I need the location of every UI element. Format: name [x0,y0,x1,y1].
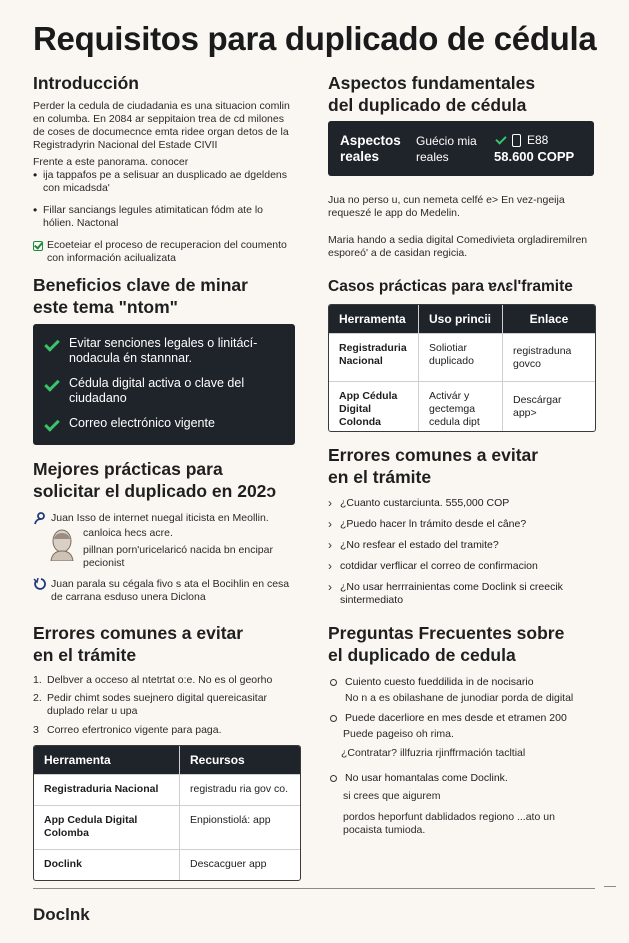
table-row: App Cedula Digital Colomba Enpionstiolá: app [34,805,300,849]
cases-heading: Casos prácticas para ɐʌɛl'framite [328,278,573,295]
benefits-heading: Beneficios clave de minar este tema "ntom" [33,275,248,317]
circle-bullet-icon [330,715,337,722]
errors-left-heading: Errores comunes a evitar en el trámite [33,623,244,665]
intro-heading: Introducción [33,73,139,93]
practices-section [33,458,295,604]
chevron-right-icon: › [328,496,332,510]
table-row: Doclink Descacguer app [34,849,300,880]
resource-link[interactable]: registradu ria gov co. [179,775,300,805]
table-row: App Cédula Digital Colonda Activár y gectemga cedula dipt Descárgar app> [329,381,595,431]
chevron-right-icon: › [328,559,332,573]
faq-link[interactable]: › cotdidar verflicar el correo de confirmacion [328,559,538,573]
table-row: Registraduria Nacional Soliotiar duplicado registraduna govco [329,333,595,381]
errors-right-heading: Errores comunes a evitar en el trámite [328,445,539,487]
practice-item: Juan Isso de internet nuegal iticista en Meollin. [33,512,295,525]
benefit-item: Evitar senciones legales o linitácí- nodacula én stannnar. [33,336,295,366]
person-icon [33,512,47,525]
aspects-para: Maria hando a sedia digital Comedivieta orgladiremilren esporeó' a de casidan regicia. [328,234,588,259]
case-link[interactable]: registraduna govco [502,334,595,381]
cases-section [328,276,596,428]
faq-item[interactable]: No usar homantalas come Doclink. [328,772,596,785]
page-title: Requisitos para duplicado de cédula [33,20,597,57]
aspects-section [328,72,596,259]
aspects-para: Jua no perso u, cun nemeta celfé e> En vez-ngeija requeszé le app do Medelin. [328,194,565,219]
check-icon [44,416,60,432]
faq-link[interactable]: › ¿Puedo hacer ln trámito desde el câne? [328,517,527,531]
benefits-box [33,324,295,445]
phone-icon [512,134,521,147]
cases-table [328,304,596,432]
benefits-section [33,274,295,430]
avatar [47,527,77,561]
footer-brand: Doclnk [33,905,90,924]
table-header: Herramenta Recursos [34,746,300,774]
chevron-right-icon: › [328,538,332,552]
case-link[interactable]: Descárgar app> [502,382,595,431]
bullet-icon: • [33,203,38,217]
resources-table [33,745,301,881]
errors-right-section [328,444,596,607]
intro-bullet: • ija tappafos pe a selisuar an dusplicado ae dgeldens con micadsda' [33,168,288,194]
check-icon [44,336,60,352]
faq-section: Preguntas Frecuentes sobre el duplicado de cedula Cuiento cuesto fueddilida in de nocisario No n a es obilashane de junodiar porda de digital Puede dacerliore en mes desde et etramen 200 Puede pageiso oh rima. ¿Contratar? illfuzria rjinffrmación tacltial No usar homantalas come Doclink. si crees que aigurem pordos heporfunt dablidados regiono ...ato un pocaista tumioda. [328,622,596,837]
faq-link[interactable]: › ¿Cuanto custarciunta. 555,000 COP [328,496,510,510]
check-icon [495,133,506,144]
chevron-right-icon: › [328,580,332,594]
intro-section [33,72,295,265]
checkbox-icon [33,241,43,251]
error-item: 2. Pedir chimt sodes suejnero digital quereicasitar duplado relar u upa [33,692,268,717]
intro-paragraph: Perder la cedula de ciudadania es una situacion comlin en columba. En 2084 ar seppitaion trea de cd milones de coses de documecnce emta ridee organ detos de la Registradyrin Nacional del Estade CIVII [33,100,290,151]
aspects-box-mid: Guécio mia reales [416,133,477,164]
error-item: 3 Correo efertronico vigente para paga. [33,724,222,736]
bullet-icon: • [33,168,38,182]
faq-heading: Preguntas Frecuentes sobre el duplicado de cedula [328,623,565,665]
chevron-right-icon: › [328,517,332,531]
check-icon [44,376,60,392]
resource-link[interactable]: Descacguer app [179,850,300,880]
benefit-item: Cédula digital activa o clave del ciudadano [33,376,295,406]
table-row: Registraduria Nacional registradu ria gov co. [34,774,300,805]
refresh-icon [33,578,47,591]
circle-bullet-icon [330,679,337,686]
practice-avatar-row: canloica hecs acre. pillnan porn'uricelaricó nacida bn encipar pecionist [33,527,295,570]
benefit-item: Correo electrónico vigente [33,416,295,431]
practices-heading: Mejores prácticas para solicitar el duplicado en 202ɔ [33,459,277,501]
intro-lead: Frente a este panorama. conocer [33,156,189,168]
faq-item[interactable]: Cuiento cuesto fueddilida in de nocisario [328,676,596,689]
footer-divider-mark [604,886,616,887]
intro-bullet: • Fillar sanciangs legules atimitatican fódm ate lo hólien. Nactonal [33,203,264,229]
faq-link[interactable]: › ¿No resfear el estado del tramite? [328,538,499,552]
errors-left-section [33,622,295,870]
circle-bullet-icon [330,775,337,782]
footer-divider [33,888,595,889]
aspects-heading: Aspectos fundamentales del duplicado de cédula [328,73,536,115]
faq-link[interactable]: › ¿No usar herrrainientas come Doclink si creecik sintermediato [328,580,563,606]
aspects-box-price: E88 58.600 COPP [494,133,575,164]
aspects-box [328,121,594,176]
faq-item[interactable]: Puede dacerliore en mes desde et etramen 200 [328,712,596,725]
aspects-box-label: Aspectos reales [340,132,401,164]
table-header: Herramenta Uso princii Enlace [329,305,595,333]
resource-link[interactable]: Enpionstiolá: app [179,806,300,849]
intro-check-item: Ecoeteiar el proceso de recuperacion del coumento con información acilualizata [33,239,295,265]
error-item: 1. Delbver a occeso al ntetrtat o:e. No es ol georho [33,674,273,686]
practice-item: Juan parala su cégala fivo s ata el Bocihlin en cesa de carrana esduso unera Diclona [33,578,295,604]
